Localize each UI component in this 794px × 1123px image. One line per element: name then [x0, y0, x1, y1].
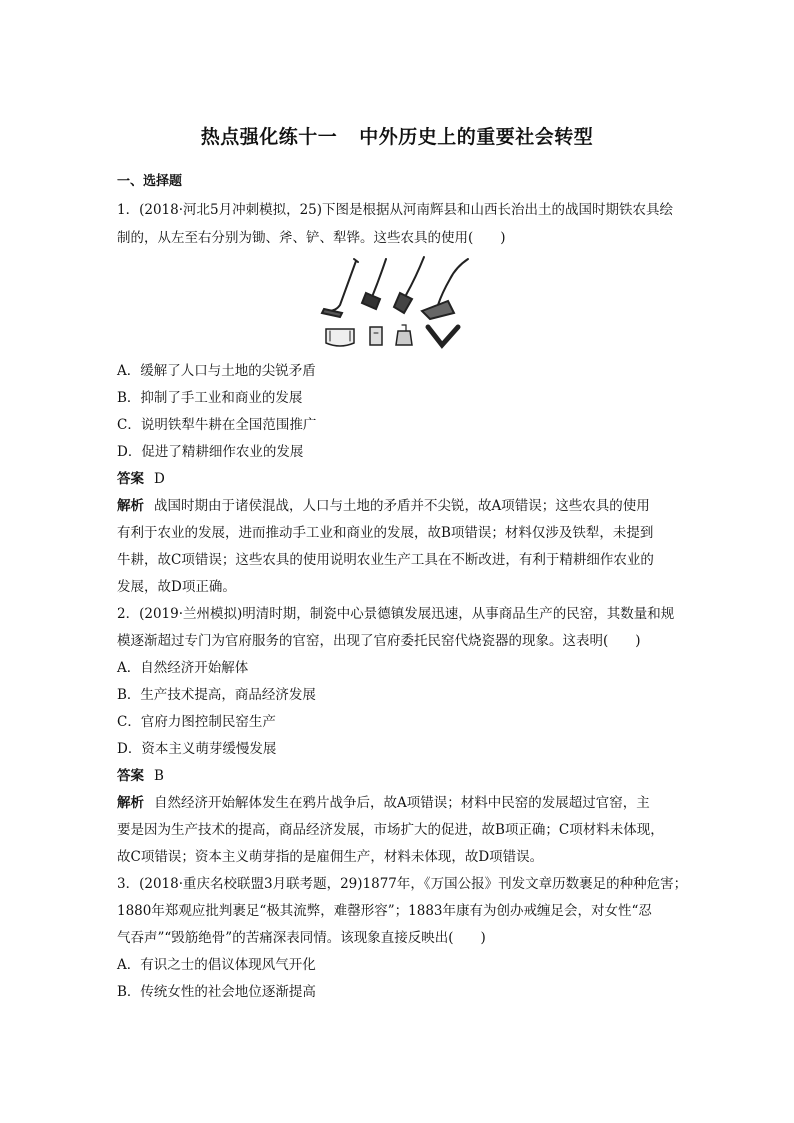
- q2-analysis-line-1: [117, 794, 677, 812]
- q1-analysis-text-1: 战国时期由于诸侯混战，人口与土地的矛盾并不尖锐，故A项错误；这些农具的使用: [154, 498, 650, 514]
- q1-analysis-line-1: [117, 497, 677, 515]
- q3-stem-line-1: 3．(2018·重庆名校联盟3月联考题，29)1877年，《万国公报》刊发文章历数裹足的种种危害；: [117, 876, 688, 892]
- q3-stem-line-2: 1880年郑观应批判裹足“极其流弊，难罄形容”；1883年康有为创办戒缠足会，对女性“忍: [117, 903, 652, 919]
- q1-answer-label: 答案: [117, 471, 144, 487]
- q1-answer-value: D: [154, 471, 165, 487]
- title-sub: 中外历史上的重要社会转型: [359, 126, 594, 148]
- q1-option-d: D．促进了精耕细作农业的发展: [117, 444, 304, 460]
- q3-stem-line-3: 气吞声”“毁筋绝骨”的苦痛深表同情。该现象直接反映出( ): [117, 930, 486, 946]
- q2-option-a: A．自然经济开始解体: [117, 660, 249, 676]
- q2-analysis-text-1: 自然经济开始解体发生在鸦片战争后，故A项错误；材料中民窑的发展超过官窑，主: [154, 795, 650, 811]
- spade-drawing: [394, 257, 424, 345]
- q2-analysis-line-3: 故C项错误；资本主义萌芽指的是雇佣生产，材料未体现，故D项错误。: [117, 849, 544, 865]
- plowshare-drawing: [422, 259, 468, 345]
- q1-analysis-line-2: 有利于农业的发展，进而推动手工业和商业的发展，故B项错误；材料仅涉及铁犁，未提到: [117, 525, 654, 541]
- q2-analysis-line-2: 要是因为生产技术的提高，商品经济发展，市场扩大的促进，故B项正确；C项材料未体现，: [117, 822, 664, 838]
- q1-option-c: C．说明铁犁牛耕在全国范围推广: [117, 417, 317, 433]
- q2-stem-line-1: 2．(2019·兰州模拟)明清时期，制瓷中心景德镇发展迅速，从事商品生产的民窑，其数量和规: [117, 606, 675, 622]
- hoe-drawing: [322, 259, 358, 346]
- q1-analysis-label: 解析: [117, 498, 144, 514]
- title-main: 热点强化练十一: [200, 126, 338, 148]
- q2-option-d: D．资本主义萌芽缓慢发展: [117, 741, 277, 757]
- iron-tools-figure: [318, 253, 478, 355]
- q2-stem-line-2: 模逐渐超过专门为官府服务的官窑，出现了官府委托民窑代烧瓷器的现象。这表明( ): [117, 633, 641, 649]
- q1-option-b: B．抑制了手工业和商业的发展: [117, 390, 303, 406]
- q1-option-a: A．缓解了人口与土地的尖锐矛盾: [117, 363, 316, 379]
- q1-analysis-line-3: 牛耕，故C项错误；这些农具的使用说明农业生产工具在不断改进，有利于精耕细作农业的: [117, 552, 654, 568]
- q2-option-c: C．官府力图控制民窑生产: [117, 714, 276, 730]
- section-heading: 一、选择题: [117, 174, 183, 189]
- q1-answer: [117, 470, 677, 488]
- q2-answer-value: B: [154, 768, 164, 784]
- q2-answer-label: 答案: [117, 768, 144, 784]
- q1-stem-line-2: 制的，从左至右分别为锄、斧、铲、犁铧。这些农具的使用( ): [117, 230, 506, 246]
- q2-answer: [117, 767, 677, 785]
- axe-drawing: [362, 259, 386, 345]
- q2-option-b: B．生产技术提高，商品经济发展: [117, 687, 316, 703]
- page-title: [0, 122, 794, 149]
- q2-analysis-label: 解析: [117, 795, 144, 811]
- q3-option-b: B．传统女性的社会地位逐渐提高: [117, 984, 316, 1000]
- q3-option-a: A．有识之士的倡议体现风气开化: [117, 957, 316, 973]
- q1-analysis-line-4: 发展，故D项正确。: [117, 579, 236, 595]
- q1-stem-line-1: 1．(2018·河北5月冲刺模拟，25)下图是根据从河南辉县和山西长治出土的战国时期铁农具绘: [117, 202, 674, 218]
